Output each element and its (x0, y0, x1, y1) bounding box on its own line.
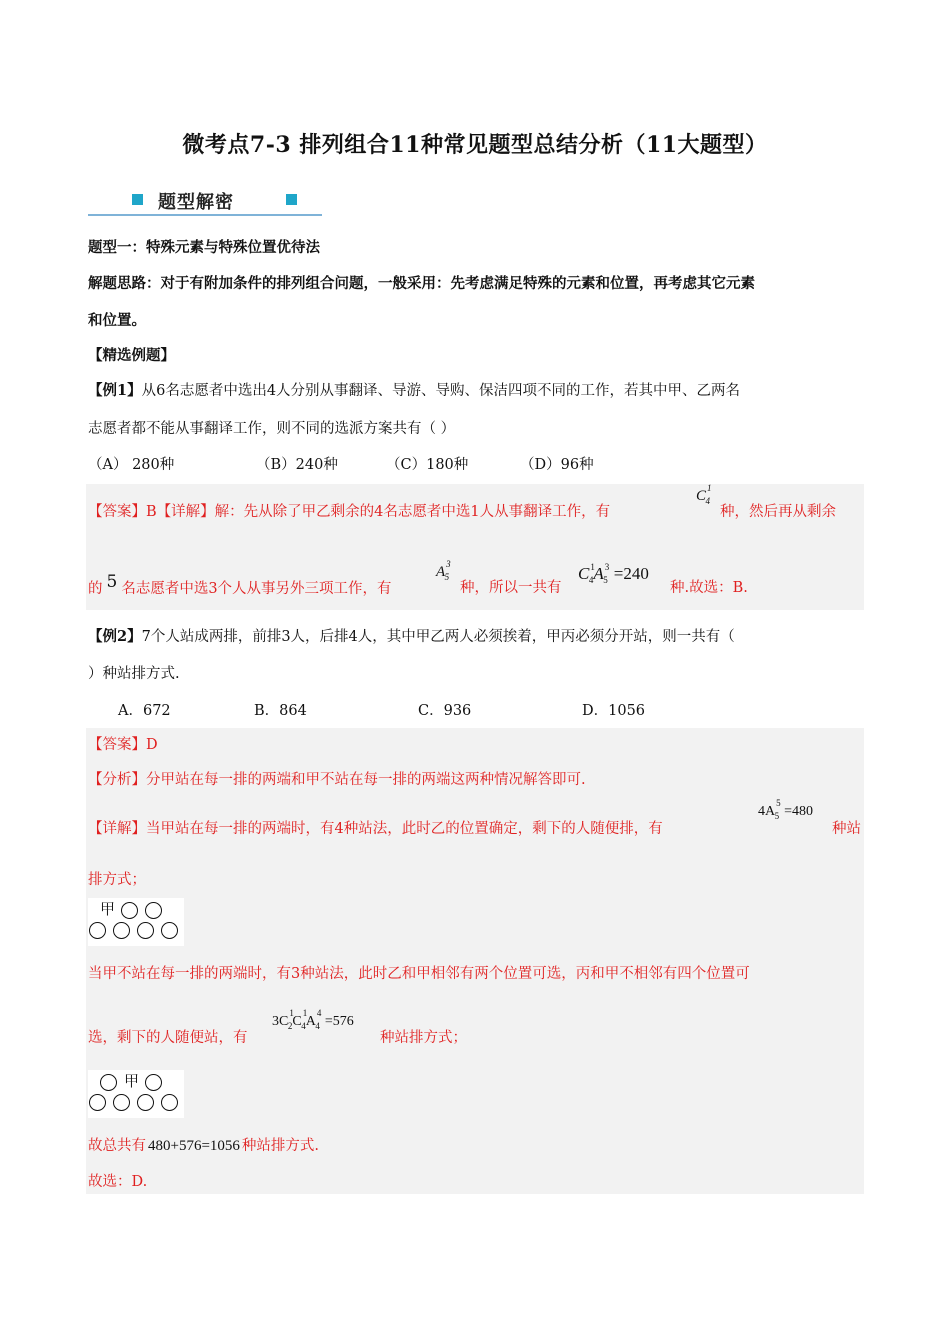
seat-label: 甲 (100, 900, 116, 918)
math-total-sum: 480+576=1056 (148, 1138, 240, 1154)
example1-answer-line2-mid: 种，所以一共有 (460, 580, 562, 596)
seating-diagram-1 (88, 898, 184, 946)
example2-final: 故选：D. (88, 1174, 148, 1190)
example1-answer-line1-end: 种，然后再从剩余 (720, 504, 836, 520)
example2-option-a: A．672 (118, 703, 171, 719)
example2-answer: 【答案】D (88, 737, 158, 753)
example2-analysis: 【分析】分甲站在每一排的两端和甲不站在每一排的两端这两种情况解答即可. (88, 772, 586, 788)
example2-detail-line2: 排方式； (88, 872, 146, 888)
example2-case2-line2: 选，剩下的人随便站，有 (88, 1030, 248, 1046)
seat-circle (161, 1094, 178, 1111)
example2-total: 故总共有 480+576=1056 种站排方式. (88, 1138, 320, 1154)
example1-option-b: （B）240种 (256, 457, 338, 473)
example2-answer-box (86, 728, 864, 1194)
square-bullet-icon (132, 194, 143, 205)
example1-stem-line1: 【例1】从6名志愿者中选出4人分别从事翻译、导游、导购、保洁四项不同的工作，若其中甲、乙两名 (88, 382, 741, 399)
front-row (88, 1070, 184, 1092)
example1-answer-line2-end: 种.故选：B. (670, 580, 748, 596)
back-row (88, 920, 184, 942)
math-4a55: $4A^5_5 =480$ (758, 798, 814, 821)
seat-circle (100, 1074, 117, 1091)
approach-text-line2: 和位置。 (88, 312, 146, 329)
banner-label: 题型解密 (158, 192, 234, 213)
example1-stem-line2: 志愿者都不能从事翻译工作，则不同的选派方案共有（ ） (88, 421, 456, 437)
example2-detail-line1-end: 种站 (832, 821, 861, 837)
math-total: $C^1_4A^3_5 =240$ (578, 562, 649, 585)
seat-circle (113, 1094, 130, 1111)
seat-circle (145, 1074, 162, 1091)
math-c41: $C^1_4$ (696, 483, 712, 506)
section-heading: 题型一：特殊元素与特殊位置优待法 (88, 239, 320, 256)
front-row (88, 898, 184, 920)
approach-text-line1: 解题思路：对于有附加条件的排列组合问题，一般采用：先考虑满足特殊的元素和位置，再考虑其它元素 (88, 275, 755, 292)
example2-option-c: C．936 (418, 703, 472, 719)
math-case2: $3C^1_2C^1_4A^4_4 =576$ (272, 1008, 354, 1031)
page-title: 微考点7-3 排列组合11种常见题型总结分析（11大题型） (182, 132, 768, 158)
example1-label: 【例1】 (88, 382, 142, 399)
example2-detail-line1: 【详解】当甲站在每一排的两端时，有4种站法，此时乙的位置确定，剩下的人随便排，有 (88, 821, 663, 837)
seat-label: 甲 (124, 1072, 140, 1090)
seat-circle (89, 922, 106, 939)
banner-underline (88, 214, 322, 216)
example1-answer-line2: 的 5 名志愿者中选3个人从事另外三项工作，有 (88, 572, 392, 597)
seating-diagram-2 (88, 1070, 184, 1118)
examples-heading: 【精选例题】 (88, 347, 175, 364)
example2-stem-line2: ）种站排方式. (88, 666, 180, 682)
back-row (88, 1092, 184, 1114)
seat-circle (145, 902, 162, 919)
example2-option-d: D．1056 (582, 703, 646, 719)
math-a53: $A^3_5$ (436, 559, 451, 582)
example1-answer-line1: 【答案】B【详解】解：先从除了甲乙剩余的4名志愿者中选1人从事翻译工作，有 (88, 504, 611, 520)
seat-circle (137, 1094, 154, 1111)
seat-circle (121, 902, 138, 919)
seat-circle (161, 922, 178, 939)
section-banner (88, 186, 322, 216)
example2-label: 【例2】 (88, 628, 142, 645)
example2-case2-line2-end: 种站排方式； (380, 1030, 467, 1046)
example2-option-b: B．864 (254, 703, 307, 719)
example2-stem-line1: 【例2】7个人站成两排，前排3人，后排4人，其中甲乙两人必须挨着，甲丙必须分开站，则一共有（ (88, 628, 735, 645)
example1-option-d: （D）96种 (520, 457, 594, 473)
example1-option-a: （A） 280种 (88, 457, 175, 473)
square-bullet-icon (286, 194, 297, 205)
seat-circle (113, 922, 130, 939)
seat-circle (89, 1094, 106, 1111)
example1-option-c: （C）180种 (386, 457, 469, 473)
example2-case2-line1: 当甲不站在每一排的两端时，有3种站法，此时乙和甲相邻有两个位置可选，丙和甲不相邻有四个位置可 (88, 966, 750, 982)
seat-circle (137, 922, 154, 939)
